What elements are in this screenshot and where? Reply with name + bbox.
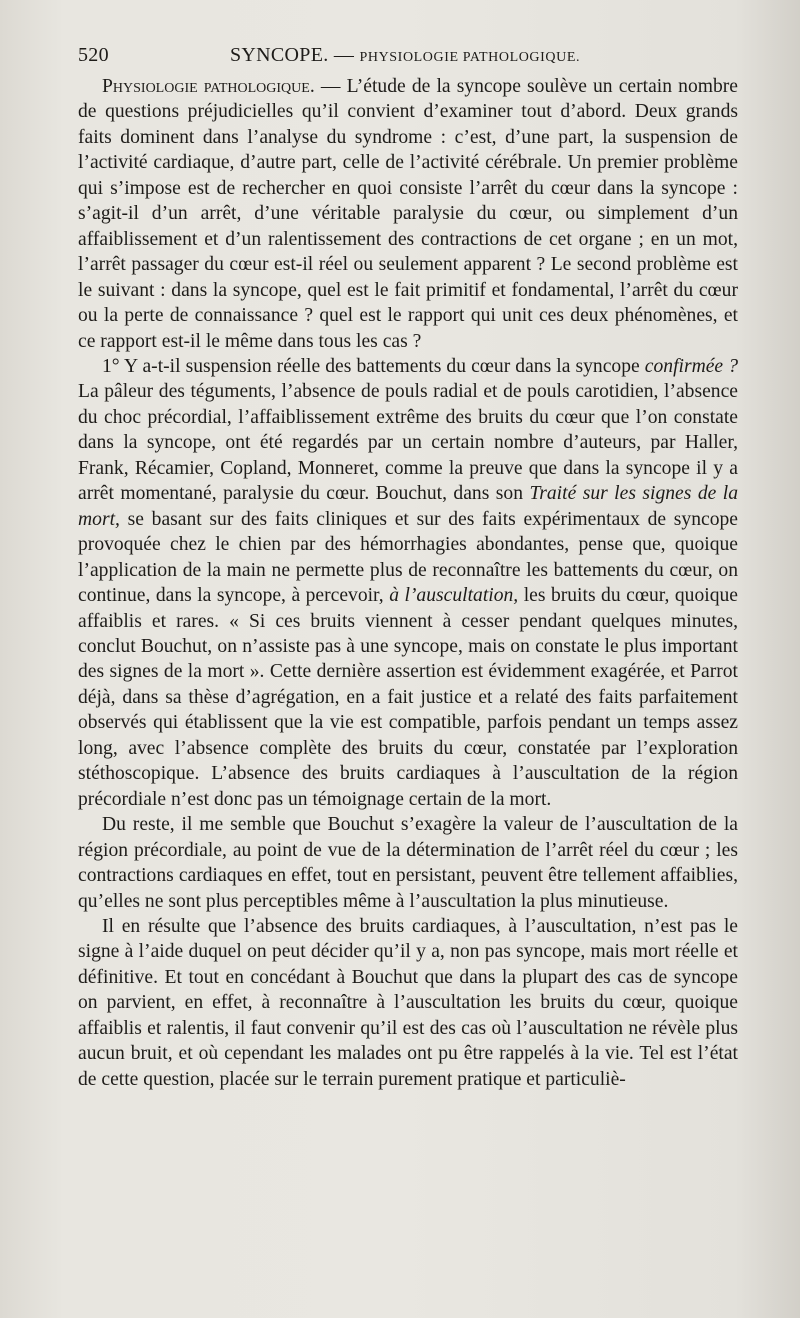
italic-text: confirmée ? xyxy=(644,355,738,377)
running-title xyxy=(230,44,580,67)
paragraph-2 xyxy=(78,354,738,812)
paragraph-4: Il en résulte que l’absence des bruits cardiaques, à l’auscultation, n’est pas le signe à l’aide duquel on peut décider qu’il y a, non pas syncope, mais mort réelle et définitive. Et tout en concédant à Bouchut que dans la plupart des cas de syncope on parvient, en effet, à reconnaître à l’auscultation les bruits du cœur, quoique affaiblis et ralentis, il faut convenir qu’il est des cas où l’auscultation ne révèle plus aucun bruit, et où cependant les malades ont pu être rappelés à la vie. Tel est l’état de cette question, placée sur le terrain purement pratique et particuliè- xyxy=(78,915,738,1090)
paragraph-text: se basant sur des faits cliniques et sur des faits expérimentaux de syncope provoquée chez le chien par des hémorrhagies abondantes, pense que, quoique l’application de la main ne permette plus de reconnaître les battements du cœur, on continue, dans la syncope, à percevoir, xyxy=(78,508,738,607)
running-head xyxy=(78,40,738,74)
paragraph-text: les bruits du cœur, quoique affaiblis et rares. « Si ces bruits viennent à cesser pendant quelques minutes, conclut Bouchut, on n’assiste pas à une syncope, mais on constate le plus important des signes de la mort ». Cette dernière assertion est évidemment exagérée, et Parrot déjà, dans sa thèse d’agrégation, en a fait justice et a relaté des faits parfaitement observés qui établissent que la vie est compatible, parfois pendant un temps assez long, avec l’absence complète des bruits du cœur, constatée par l’exploration stéthoscopique. L’absence des bruits cardiaques à l’auscultation de la région précordiale n’est donc pas un témoignage certain de la mort. xyxy=(78,585,739,810)
paragraph-text: La pâleur des téguments, l’absence de pouls radial et de pouls carotidien, l’absence du choc précordial, l’affaiblissement extrême des bruits du cœur que l’on constate dans la syncope, ont été regardés par un certain nombre d’auteurs, par Haller, Frank, Récamier, Copland, Monneret, comme la preuve que dans la syncope il y a arrêt momentané, paralysie du cœur. Bouchut, dans son xyxy=(78,381,738,505)
italic-text: à l’auscultation, xyxy=(389,585,519,607)
section-heading: Physiologie pathologique. xyxy=(102,76,315,97)
section-title: PHYSIOLOGIE PATHOLOGIQUE. xyxy=(359,50,581,65)
paragraph-1 xyxy=(78,74,738,354)
body-text xyxy=(78,74,738,1092)
paragraph-3: Du reste, il me semble que Bouchut s’exagère la valeur de l’auscultation de la région précordiale, au point de vue de la détermination de l’arrêt réel du cœur ; les contractions cardiaques en effet, tout en persistant, peuvent être tellement affaiblies, qu’elles ne sont plus perceptibles même à l’auscultation la plus minutieuse. xyxy=(78,814,738,912)
page-number: 520 xyxy=(78,44,109,66)
paragraph-text: — L’étude de la syncope soulève un certain nombre de questions préjudicielles qu’il convient d’examiner tout d’abord. Deux grands faits dominent dans l’analyse du syndrome : c’est, d’une part, la suspension de l’activité cardiaque, d’autre part, celle de l’activité cérébrale. Un premier problème qui s’impose est de rechercher en quoi consiste l’arrêt du cœur dans la syncope : s’agit-il d’un arrêt, d’une véritable paralysie du cœur, ou simplement d’un affaiblissement et d’un ralentissement des contractions de cet organe ; en un mot, l’arrêt passager du cœur est-il réel ou seulement apparent ? Le second problème est le suivant : dans la syncope, quel est le fait primitif et fondamental, l’arrêt du cœur ou la perte de connaissance ? quel est le rapport qui unit ces deux phénomènes, et ce rapport est-il le même dans tous les cas ? xyxy=(78,76,739,352)
title-separator: — xyxy=(333,44,355,66)
chapter-title: SYNCOPE. xyxy=(230,44,329,66)
book-title: Traité sur les signes de la mort, xyxy=(78,483,738,530)
paragraph-text: 1° Y a-t-il suspension réelle des battements du cœur dans la syncope xyxy=(102,355,645,377)
